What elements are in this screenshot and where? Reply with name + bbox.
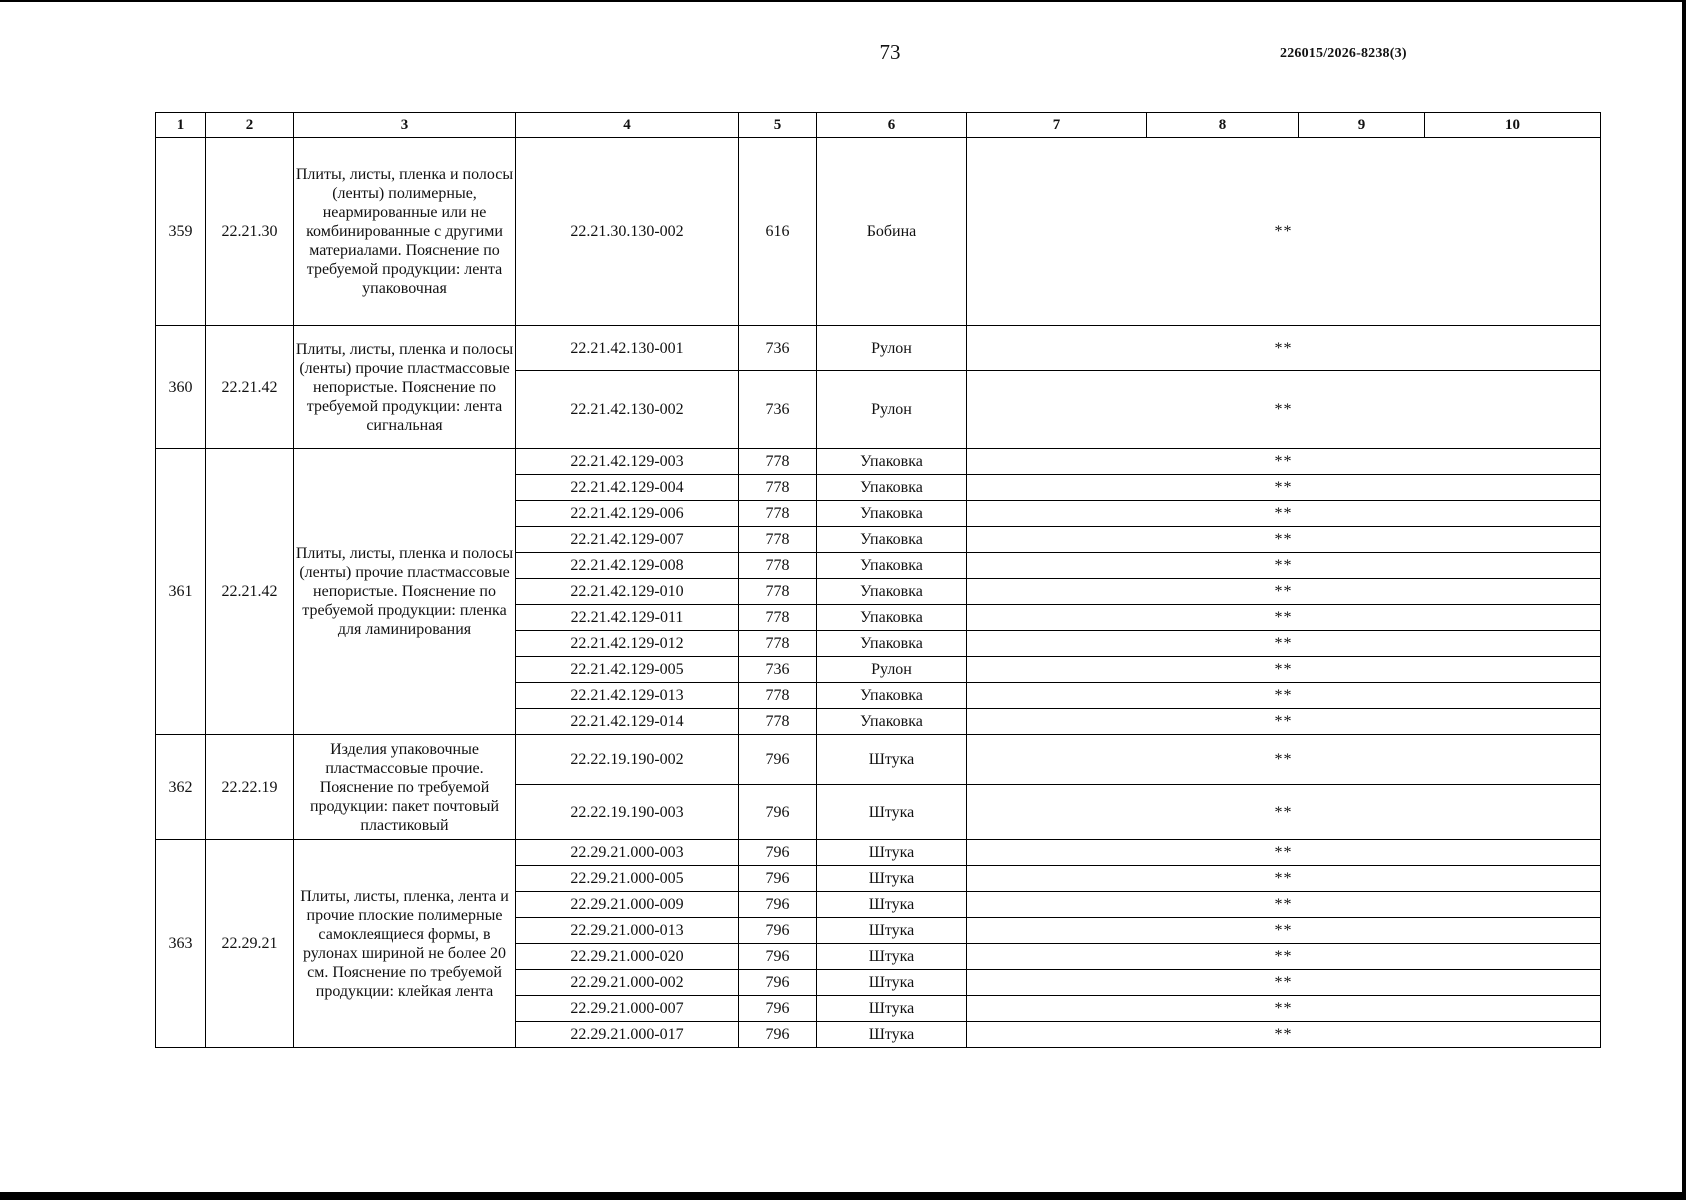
okei-code-cell: 778 <box>739 579 817 605</box>
description-cell: Плиты, листы, пленка и полосы (ленты) прочие пластмассовые непористые. Пояснение по требуемой продукции: пленка для ламинирования <box>294 449 516 735</box>
unit-name-cell: Упаковка <box>817 501 967 527</box>
row-number-cell: 363 <box>156 840 206 1048</box>
okei-code-cell: 778 <box>739 527 817 553</box>
okei-code-cell: 796 <box>739 785 817 840</box>
description-cell: Плиты, листы, пленка, лента и прочие плоские полимерные самоклеящиеся формы, в рулонах шириной не более 20 см. Пояснение по требуемой продукции: клейкая лента <box>294 840 516 1048</box>
unit-name-cell: Упаковка <box>817 449 967 475</box>
okei-code-cell: 736 <box>739 371 817 449</box>
okei-code-cell: 778 <box>739 449 817 475</box>
unit-name-cell: Бобина <box>817 138 967 326</box>
ktru-code-cell: 22.21.42.129-008 <box>516 553 739 579</box>
ktru-code-cell: 22.29.21.000-007 <box>516 996 739 1022</box>
unit-name-cell: Штука <box>817 892 967 918</box>
unit-name-cell: Упаковка <box>817 683 967 709</box>
note-cell: ** <box>967 138 1601 326</box>
okei-code-cell: 736 <box>739 657 817 683</box>
row-number-cell: 362 <box>156 735 206 840</box>
scan-border-right <box>1682 0 1686 1200</box>
okei-code-cell: 796 <box>739 735 817 785</box>
table-row <box>156 326 1601 371</box>
ktru-code-cell: 22.29.21.000-003 <box>516 840 739 866</box>
header-cell-7: 7 <box>967 113 1147 138</box>
ktru-code-cell: 22.21.42.129-004 <box>516 475 739 501</box>
ktru-code-cell: 22.29.21.000-020 <box>516 944 739 970</box>
header-row <box>156 113 1601 138</box>
unit-name-cell: Штука <box>817 866 967 892</box>
note-cell: ** <box>967 579 1601 605</box>
note-cell: ** <box>967 735 1601 785</box>
okei-code-cell: 796 <box>739 944 817 970</box>
unit-name-cell: Упаковка <box>817 475 967 501</box>
unit-name-cell: Штука <box>817 735 967 785</box>
ktru-code-cell: 22.21.42.130-001 <box>516 326 739 371</box>
okei-code-cell: 796 <box>739 866 817 892</box>
note-cell: ** <box>967 892 1601 918</box>
note-cell: ** <box>967 683 1601 709</box>
ktru-code-cell: 22.22.19.190-002 <box>516 735 739 785</box>
unit-name-cell: Рулон <box>817 326 967 371</box>
header-cell-4: 4 <box>516 113 739 138</box>
note-cell: ** <box>967 527 1601 553</box>
unit-name-cell: Упаковка <box>817 709 967 735</box>
okpd-code-cell: 22.22.19 <box>206 735 294 840</box>
header-cell-3: 3 <box>294 113 516 138</box>
okei-code-cell: 778 <box>739 709 817 735</box>
description-cell: Плиты, листы, пленка и полосы (ленты) прочие пластмассовые непористые. Пояснение по требуемой продукции: лента сигнальная <box>294 326 516 449</box>
header-cell-2: 2 <box>206 113 294 138</box>
table-row <box>156 138 1601 326</box>
ktru-code-cell: 22.29.21.000-005 <box>516 866 739 892</box>
ktru-code-cell: 22.21.42.129-014 <box>516 709 739 735</box>
page-number: 73 <box>879 40 901 64</box>
okei-code-cell: 778 <box>739 475 817 501</box>
ktru-code-cell: 22.29.21.000-017 <box>516 1022 739 1048</box>
note-cell: ** <box>967 996 1601 1022</box>
note-cell: ** <box>967 785 1601 840</box>
ktru-code-cell: 22.21.42.130-002 <box>516 371 739 449</box>
ktru-code-cell: 22.21.30.130-002 <box>516 138 739 326</box>
description-cell: Изделия упаковочные пластмассовые прочие. Пояснение по требуемой продукции: пакет почтовый пластиковый <box>294 735 516 840</box>
note-cell: ** <box>967 866 1601 892</box>
ktru-code-cell: 22.21.42.129-006 <box>516 501 739 527</box>
okei-code-cell: 616 <box>739 138 817 326</box>
unit-name-cell: Штука <box>817 840 967 866</box>
ktru-code-cell: 22.21.42.129-007 <box>516 527 739 553</box>
okei-code-cell: 796 <box>739 1022 817 1048</box>
okpd-code-cell: 22.29.21 <box>206 840 294 1048</box>
table-row <box>156 735 1601 785</box>
ktru-code-cell: 22.21.42.129-010 <box>516 579 739 605</box>
header-cell-6: 6 <box>817 113 967 138</box>
okei-code-cell: 778 <box>739 631 817 657</box>
row-number-cell: 361 <box>156 449 206 735</box>
okei-code-cell: 778 <box>739 605 817 631</box>
note-cell: ** <box>967 326 1601 371</box>
note-cell: ** <box>967 449 1601 475</box>
note-cell: ** <box>967 657 1601 683</box>
note-cell: ** <box>967 501 1601 527</box>
scan-border-bottom <box>0 1192 1686 1200</box>
table-body <box>156 138 1601 1048</box>
okpd-code-cell: 22.21.30 <box>206 138 294 326</box>
note-cell: ** <box>967 475 1601 501</box>
unit-name-cell: Упаковка <box>817 579 967 605</box>
ktru-code-cell: 22.22.19.190-003 <box>516 785 739 840</box>
ktru-code-cell: 22.29.21.000-002 <box>516 970 739 996</box>
ktru-code-cell: 22.21.42.129-003 <box>516 449 739 475</box>
ktru-code-cell: 22.29.21.000-013 <box>516 918 739 944</box>
okpd-code-cell: 22.21.42 <box>206 326 294 449</box>
note-cell: ** <box>967 918 1601 944</box>
ktru-code-cell: 22.21.42.129-012 <box>516 631 739 657</box>
note-cell: ** <box>967 553 1601 579</box>
note-cell: ** <box>967 970 1601 996</box>
ktru-code-cell: 22.21.42.129-005 <box>516 657 739 683</box>
okei-code-cell: 778 <box>739 501 817 527</box>
okei-code-cell: 796 <box>739 892 817 918</box>
table-row <box>156 840 1601 866</box>
table-row <box>156 449 1601 475</box>
unit-name-cell: Упаковка <box>817 605 967 631</box>
unit-name-cell: Упаковка <box>817 553 967 579</box>
okei-code-cell: 796 <box>739 996 817 1022</box>
product-table <box>155 112 1601 1048</box>
unit-name-cell: Штука <box>817 918 967 944</box>
header-cell-9: 9 <box>1299 113 1425 138</box>
unit-name-cell: Штука <box>817 944 967 970</box>
note-cell: ** <box>967 371 1601 449</box>
document-reference: 226015/2026-8238(3) <box>1280 46 1407 61</box>
ktru-code-cell: 22.21.42.129-011 <box>516 605 739 631</box>
unit-name-cell: Штука <box>817 1022 967 1048</box>
unit-name-cell: Рулон <box>817 371 967 449</box>
unit-name-cell: Штука <box>817 996 967 1022</box>
note-cell: ** <box>967 631 1601 657</box>
okei-code-cell: 778 <box>739 683 817 709</box>
product-table-container <box>155 112 1601 1048</box>
ktru-code-cell: 22.21.42.129-013 <box>516 683 739 709</box>
header-cell-5: 5 <box>739 113 817 138</box>
unit-name-cell: Упаковка <box>817 527 967 553</box>
unit-name-cell: Штука <box>817 785 967 840</box>
note-cell: ** <box>967 1022 1601 1048</box>
description-cell: Плиты, листы, пленка и полосы (ленты) полимерные, неармированные или не комбинированные с другими материалами. Пояснение по требуемой продукции: лента упаковочная <box>294 138 516 326</box>
okei-code-cell: 796 <box>739 918 817 944</box>
header-cell-1: 1 <box>156 113 206 138</box>
unit-name-cell: Упаковка <box>817 631 967 657</box>
unit-name-cell: Рулон <box>817 657 967 683</box>
ktru-code-cell: 22.29.21.000-009 <box>516 892 739 918</box>
note-cell: ** <box>967 709 1601 735</box>
okei-code-cell: 796 <box>739 970 817 996</box>
row-number-cell: 359 <box>156 138 206 326</box>
header-cell-8: 8 <box>1147 113 1299 138</box>
okei-code-cell: 796 <box>739 840 817 866</box>
scan-border-top <box>0 0 1686 2</box>
okpd-code-cell: 22.21.42 <box>206 449 294 735</box>
unit-name-cell: Штука <box>817 970 967 996</box>
note-cell: ** <box>967 605 1601 631</box>
okei-code-cell: 778 <box>739 553 817 579</box>
header-cell-10: 10 <box>1425 113 1601 138</box>
note-cell: ** <box>967 840 1601 866</box>
row-number-cell: 360 <box>156 326 206 449</box>
okei-code-cell: 736 <box>739 326 817 371</box>
note-cell: ** <box>967 944 1601 970</box>
